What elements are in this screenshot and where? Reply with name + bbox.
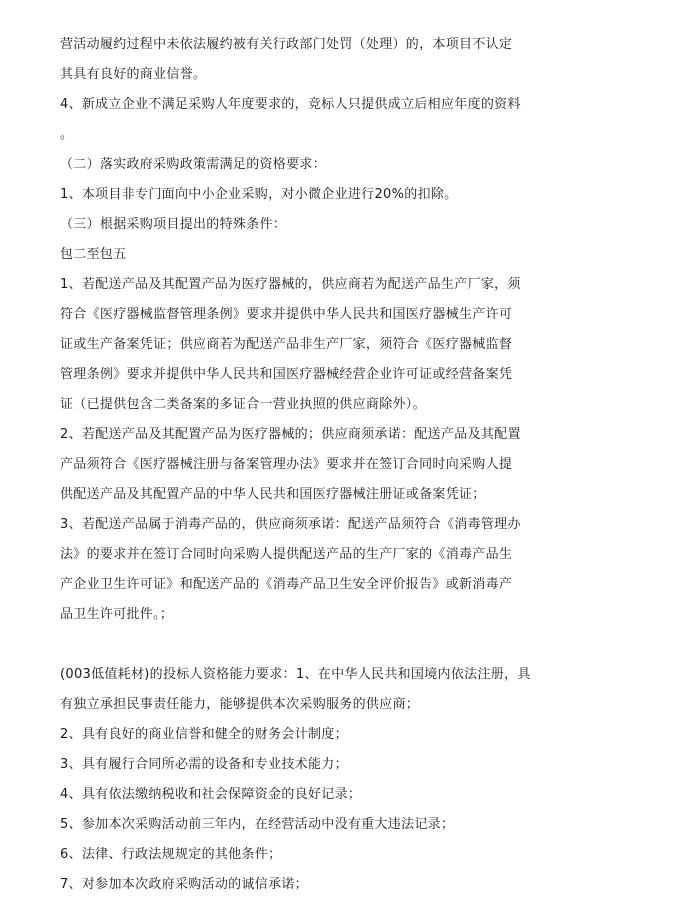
text-line: 3、具有履行合同所必需的设备和专业技术能力； xyxy=(60,757,348,772)
text-line: 品卫生许可批件。； xyxy=(60,607,174,622)
section-heading: （三）根据采购项目提出的特殊条件： xyxy=(60,217,287,232)
text-line: 1、若配送产品及其配置产品为医疗器械的，供应商若为配送产品生产厂家，须 xyxy=(60,277,521,292)
text-line: 有独立承担民事责任能力，能够提供本次采购服务的供应商； xyxy=(60,697,420,712)
text-line: 产品须符合《医疗器械注册与备案管理办法》要求并在签订合同时向采购人提 xyxy=(60,457,513,472)
text-line: 3、若配送产品属于消毒产品的，供应商须承诺：配送产品须符合《消毒管理办 xyxy=(60,517,521,532)
text-line: 1、本项目非专门面向中小企业采购，对小微企业进行20%的扣除。 xyxy=(60,187,458,202)
blank-line xyxy=(60,630,674,660)
text-line: 产企业卫生许可证》和配送产品的《消毒产品卫生安全评价报告》或新消毒产 xyxy=(60,577,513,592)
text-line: 。 xyxy=(60,127,74,142)
text-line: 供配送产品及其配置产品的中华人民共和国医疗器械注册证或备案凭证； xyxy=(60,487,486,502)
text-line: 证或生产备案凭证；供应商若为配送产品非生产厂家，须符合《医疗器械监督 xyxy=(60,337,513,352)
text-line: 符合《医疗器械监督管理条例》要求并提供中华人民共和国医疗器械生产许可 xyxy=(60,307,513,322)
text-line: 证（已提供包含二类备案的多证合一营业执照的供应商除外）。 xyxy=(60,397,426,412)
text-line: 其具有良好的商业信誉。 xyxy=(60,67,207,82)
text-line: 法》的要求并在签订合同时向采购人提供配送产品的生产厂家的《消毒产品生 xyxy=(60,547,513,562)
text-line: 管理条例》要求并提供中华人民共和国医疗器械经营企业许可证或经营备案凭 xyxy=(60,367,513,382)
text-line: 7、对参加本次政府采购活动的诚信承诺； xyxy=(60,877,308,892)
text-line: 2、若配送产品及其配置产品为医疗器械的；供应商须承诺：配送产品及其配置 xyxy=(60,427,521,442)
text-line: 4、具有依法缴纳税收和社会保障资金的良好记录； xyxy=(60,787,362,802)
text-line: 包二至包五 xyxy=(60,247,127,262)
section-heading: （二）落实政府采购政策需满足的资格要求： xyxy=(60,157,327,172)
text-line: 4、新成立企业不满足采购人年度要求的，竞标人只提供成立后相应年度的资料 xyxy=(60,97,521,112)
text-line: 营活动履约过程中未依法履约被有关行政部门处罚（处理）的，本项目不认定 xyxy=(60,37,513,52)
text-line: 2、具有良好的商业信誉和健全的财务会计制度； xyxy=(60,727,348,742)
text-line: 5、参加本次采购活动前三年内，在经营活动中没有重大违法记录； xyxy=(60,817,455,832)
text-line: (003低值耗材)的投标人资格能力要求：1、在中华人民共和国境内依法注册，具 xyxy=(60,667,531,682)
text-line: 6、法律、行政法规规定的其他条件； xyxy=(60,847,282,862)
